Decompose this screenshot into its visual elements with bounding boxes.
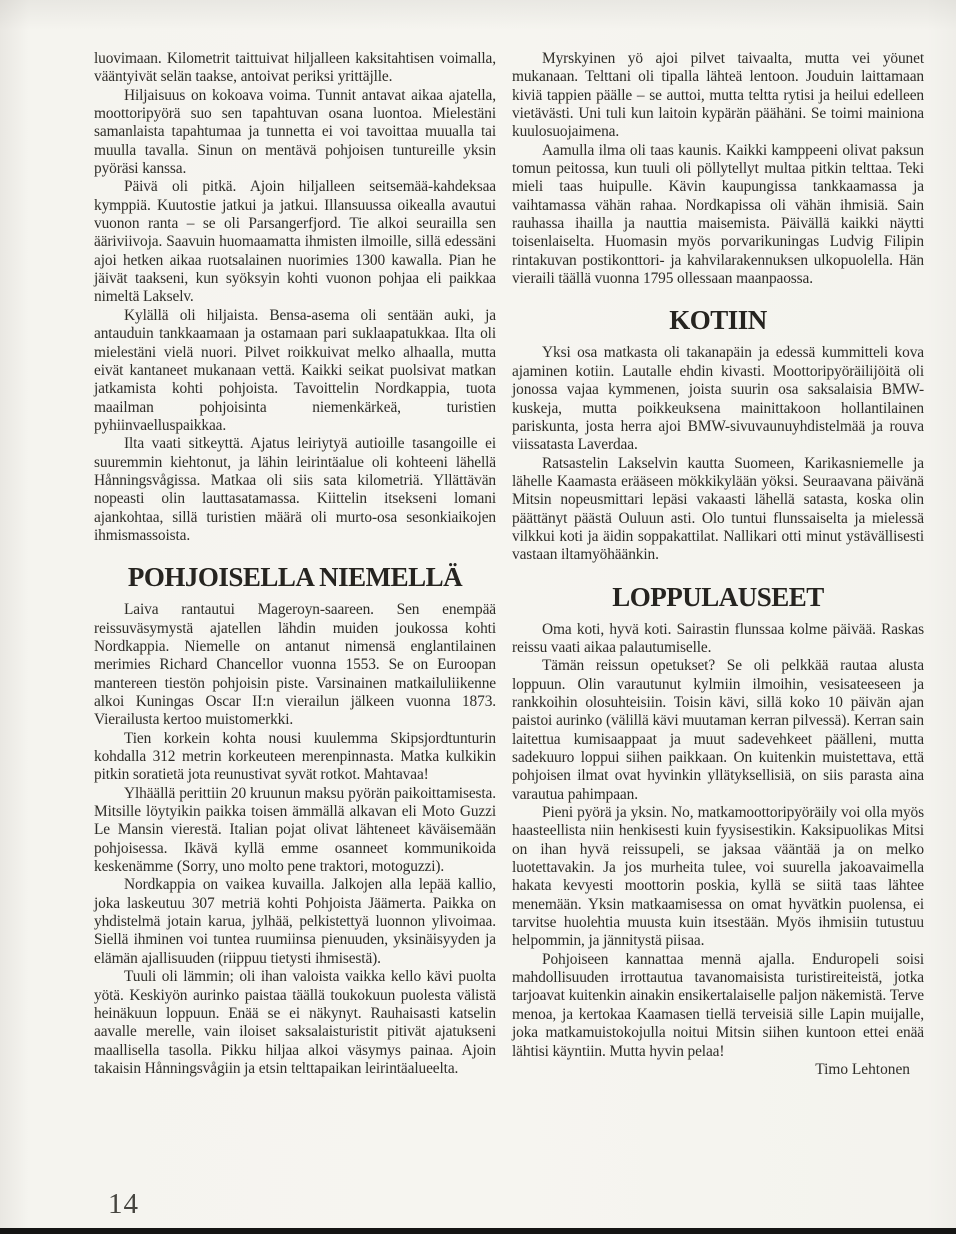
- paragraph: Tuuli oli lämmin; oli ihan valoista vaikka kello kävi puolta yötä. Keskiyön aurinko paistaa täällä toukokuun puolesta välistä heinäkuun loppuun. Enää se ei näkynyt. Rauhaisasti katselin aavalle merelle, vain iloiset saksalaisturistit pitivät ajatukseni maallisella tasolla. Pikku hiljaa alkoi väsymys painaa. Ajoin takaisin Hånningsvågiin ja etsin telttapaikan leirintäalueelta.: [94, 968, 496, 1077]
- page-number: 14: [108, 1188, 139, 1220]
- paragraph: Oma koti, hyvä koti. Sairastin flunssaa kolme päivää. Raskas reissu vaati aikaa palautumiselle.: [512, 620, 924, 656]
- scan-shading: [0, 0, 956, 30]
- paragraph: Pohjoiseen kannattaa mennä ajalla. Enduropeli soisi mahdollisuuden irrottautua tavanomaisista turistireiteistä, jotka tarjoavat kuitenkin ainakin ensikertalaiselle paljon näkemistä. Terve menoa, ja kertokaa Kaamasen tiellä terveisiä sille Lapin muijalle, joka matkamuistokojulla noitui Mitsin siihen kuntoon ettei enää lähtisi käyntiin. Mutta hyvin pelaa!: [512, 950, 924, 1060]
- author-signature: Timo Lehtonen: [815, 1060, 910, 1078]
- section-heading: KOTIIN: [669, 305, 767, 336]
- right-column: [512, 50, 924, 1079]
- paragraph: Laiva rantautui Mageroyn-saareen. Sen enempää reissuväsymystä ajatellen lähdin muiden joukossa kohti Nordkappia. Niemelle on antanut nimensä englantilainen merimies Richard Chancellor vuonna 1553. Se on Euroopan mantereen tiestön pohjoisin piste. Varsinainen matkailuliikenne alkoi Kuningas Oscar II:n vierailun jälkeen vuonna 1873. Vierailusta kertoo muistomerkki.: [94, 601, 496, 729]
- paragraph: Nordkappia on vaikea kuvailla. Jalkojen alla lepää kallio, joka laskeutuu 307 metriä kohti Pohjoista Jäämerta. Paikka on yhdistelmä jotain karua, jylhää, pelkistettyä luonnon ylivoimaa. Siellä ihminen voi tuntea ruumiinsa pienuuden, yksinäisyyden ja elämän ajallisuuden (riippuu tietysti ihmisestä).: [94, 876, 496, 967]
- paragraph: Aamulla ilma oli taas kaunis. Kaikki kamppeeni olivat paksun tomun peitossa, kun tuuli oli pöllytellyt multaa pitkin telttaa. Teki mieli taas huipulle. Kävin kaupungissa tankkaamassa ja vaihtamassa vähän rahaa. Nordkapissa oli vähän ihmisiä. Sain rauhassa ihailla ja nauttia maisemista. Päivällä kaikki näytti toisenlaiselta. Huomasin myös porvarikuningas Ludvig Filipin rintakuvan postikonttori- ja kahvilarakennuksen ulkopuolella. Hän vieraili täällä vuonna 1795 ollessaan maanpaossa.: [512, 141, 924, 288]
- paragraph: Tämän reissun opetukset? Se oli pelkkää rautaa alusta loppuun. Olin varautunut kylmiin ilmoihin, vesisateeseen ja rankkoihin olosuhteisiin. Toisin kävi, sillä koko 10 päivän ajan paistoi aurinko (välillä kävi muutaman kerran pilvessä). Kerran sain laitettua kumisaappaat ja muut sadevehkeet päälleni, mutta sadekuuro loppui siihen paikkaan. On kuitenkin muistettava, että pohjoisen ilmat ovat hyvinkin yllätyksellisiä, on siis parasta aina varautua pahimpaan.: [512, 657, 924, 803]
- paragraph: luovimaan. Kilometrit taittuivat hiljalleen kaksitahtisen voimalla, vääntyivät selän taakse, antoivat periksi yrittäjlle.: [94, 50, 496, 86]
- paragraph: Kylällä oli hiljaista. Bensa-asema oli sentään auki, ja antauduin tankkaamaan ja ostamaan pari suklaapatukkaa. Ilta oli mielestäni vielä nuori. Pilvet roikkuivat melko alhaalla, mutta eivät kantaneet mukanaan vettä. Kaikki seikat puolsivat matkan jatkamista kohti pohjoista. Tavoittelin Nordkappia, tuota maailman pohjoisinta niemenkärkeä, turistien pyhiinvaelluspaikkaa.: [94, 306, 496, 434]
- section-heading: POHJOISELLA NIEMELLÄ: [127, 562, 463, 593]
- article-body: [94, 50, 924, 1079]
- paragraph: Ylhäällä perittiin 20 kruunun maksu pyörän paikoittamisesta. Mitsille löytyikin paikka toisen ämmällä alkavan eli Moto Guzzi Le Mansin vierestä. Italian pojat olivat lähteneet käväisemään pohjoisessa. Ikävä kyllä emme osanneet kommunikoida keskenämme (Sorry, uno molto pene traktori, motoguzzi).: [94, 784, 496, 876]
- paragraph: Tien korkein kohta nousi kuulemma Skipsjordtunturin kohdalla 312 metrin korkeuteen merenpinnasta. Matka kulkikin pitkin soratietä jota reunustivat syvät rotkot. Mahtavaa!: [94, 729, 496, 784]
- paragraph: Yksi osa matkasta oli takanapäin ja edessä kummitteli kova ajaminen kotiin. Lautalle ehdin kivasti. Moottoripyöräilijöitä oli jonossa vajaa kymmenen, joista suurin osa saksalaisia BMW-kuskeja, mutta poikkeuksena mainittakoon hollantilainen pariskunta, josta herra ajoi BMW-sivuvaunuyhdistelmää ja rouva viissatasta Laverdaa.: [512, 344, 924, 454]
- paragraph: Päivä oli pitkä. Ajoin hiljalleen seitsemää-kahdeksaa kymppiä. Kuutostie jatkui ja jatkui. Illansuussa oikealla avautui vuonon ranta – se oli Parsangerfjord. Tie alkoi seurailla sen ääriviivoja. Saavuin huomaamatta ihmisten ilmoille, sillä edessäni ajoi hetken aikaa ruotsalainen nuorimies 1300 kawalla. Pian he jäivät taakseni, kun syöksyin kohti vuonon pohjaa eli paikkaa nimeltä Lakselv.: [94, 178, 496, 306]
- section-heading: LOPPULAUSEET: [612, 581, 824, 612]
- paragraph: Ilta vaati sitkeyttä. Ajatus leiriytyä autioille tasangoille ei suuremmin kiehtonut, ja lähin leirintäalue oli kohteeni lähellä Hånningsvågissa. Matkaa oli siis sata kilometriä. Yllättävän nopeasti olin lauttasatamassa. Kiittelin itsekseni lomani ajankohtaa, sillä turistien määrä oli murto-osa sesonkiaikojen ihmismassoista.: [94, 435, 496, 544]
- left-column: [94, 50, 496, 1079]
- paragraph: Hiljaisuus on kokoava voima. Tunnit antavat aikaa ajatella, moottoripyörä suo sen tapahtuvan osana luontoa. Mielestäni samanlaista tapahtumaa ja tunnetta ei voi tavoittaa muualla tai muulla tavalla. Sinun on mentävä pohjoisen tuntureille yksin pyöräsi kanssa.: [94, 86, 496, 178]
- paragraph: Myrskyinen yö ajoi pilvet taivaalta, mutta vei yöunet mukanaan. Telttani oli tipalla lähteä lentoon. Jouduin laittamaan kiviä tappien päälle – se auttoi, mutta teltta rytisi ja heilui edelleen vietävästi. Uni tuli kun laitoin kypärän päähäni. Se toimi mainiona kuulosuojaimena.: [512, 50, 924, 141]
- scan-edge-strip: [0, 1228, 956, 1234]
- paragraph: Ratsastelin Lakselvin kautta Suomeen, Karikasniemelle ja lähelle Kaamasta erääseen mökkikylään yöksi. Seuraavana päivänä Mitsin nopeusmittari lepäsi vakaasti lähellä satasta, koska olin päättänyt päästä Ouluun asti. Olo tuntui flunssaiselta ja mielessä vilkkui koti ja äidin soppakattilat. Nallikari otti minut ystävällisesti vastaan iltamyöhäänkin.: [512, 454, 924, 564]
- paragraph: Pieni pyörä ja yksin. No, matkamoottoripyöräily voi olla myös haasteellista niin henkisesti kuin fyysisestikin. Kaksipuolikas Mitsi on ihan hyvä reissupeli, se jaksaa vääntää ja on melko luotettavakin. Ja jos murheita tulee, voi suurella jakoavaimella hakata kevyesti moottorin poskia, kyllä se siitä taas lähtee menemään. Yksin matkaamisessa on omat hyvätkin puolensa, ei tarvitse huolehtia muusta kuin itsestään. Myös ihmisiin tutustuu helpommin, ja jännitystä piisaa.: [512, 804, 924, 950]
